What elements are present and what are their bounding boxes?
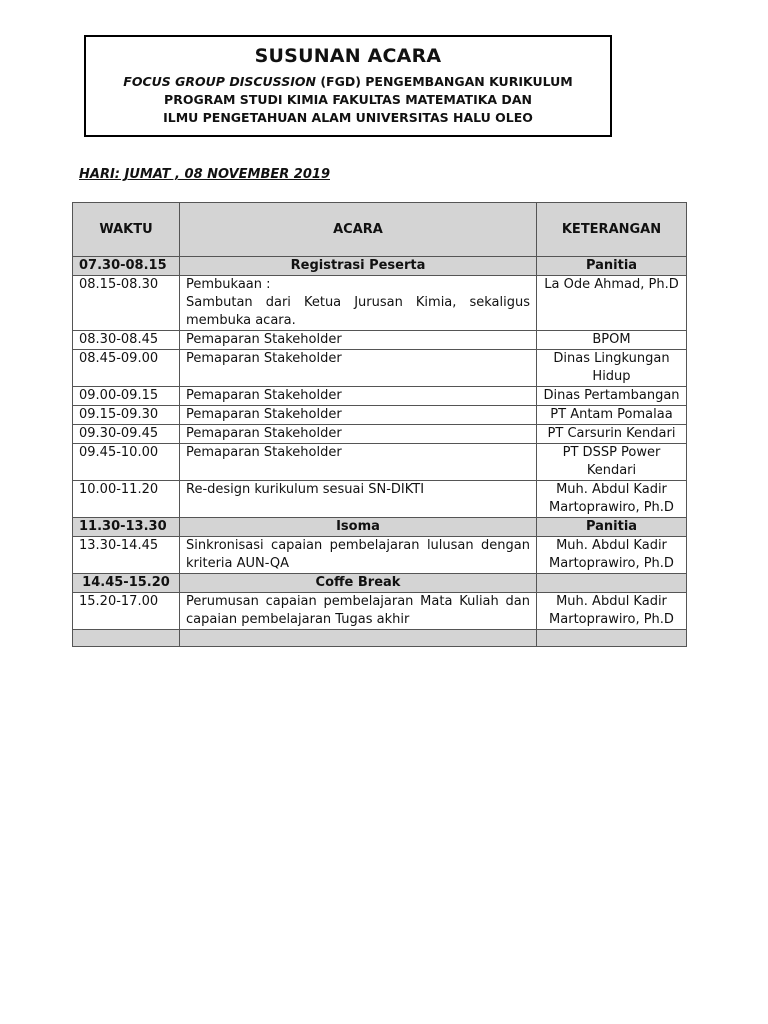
title-line-2: PROGRAM STUDI KIMIA FAKULTAS MATEMATIKA DAN bbox=[164, 92, 532, 107]
table-row bbox=[73, 518, 687, 537]
title-line-1-italic: FOCUS GROUP DISCUSSION bbox=[123, 74, 316, 89]
table-row bbox=[73, 574, 687, 593]
cell-keterangan: PT DSSP Power Kendari bbox=[537, 444, 687, 481]
cell-waktu: 15.20-17.00 bbox=[73, 593, 180, 630]
cell-waktu: 11.30-13.30 bbox=[73, 518, 180, 537]
cell-acara: Coffe Break bbox=[180, 574, 537, 593]
cell-acara: Isoma bbox=[180, 518, 537, 537]
cell-keterangan: PT Carsurin Kendari bbox=[537, 425, 687, 444]
cell-waktu: 09.30-09.45 bbox=[73, 425, 180, 444]
header-acara: ACARA bbox=[180, 203, 537, 257]
cell-waktu: 08.15-08.30 bbox=[73, 276, 180, 331]
cell-acara: Pemaparan Stakeholder bbox=[180, 406, 537, 425]
cell-keterangan: Panitia bbox=[537, 257, 687, 276]
cell-waktu: 10.00-11.20 bbox=[73, 481, 180, 518]
cell-keterangan: Dinas Lingkungan Hidup bbox=[537, 350, 687, 387]
cell-keterangan: Panitia bbox=[537, 518, 687, 537]
cell-keterangan: Dinas Pertambangan bbox=[537, 387, 687, 406]
cell-acara: Registrasi Peserta bbox=[180, 257, 537, 276]
cell-keterangan bbox=[537, 574, 687, 593]
cell-empty bbox=[180, 630, 537, 647]
cell-acara: Pemaparan Stakeholder bbox=[180, 444, 537, 481]
cell-acara-line-2: Sambutan dari Ketua Jurusan Kimia, sekaligus membuka acara. bbox=[186, 295, 530, 328]
cell-acara bbox=[180, 276, 537, 331]
table-row bbox=[73, 444, 687, 481]
table-row bbox=[73, 406, 687, 425]
cell-empty bbox=[537, 630, 687, 647]
cell-keterangan: Muh. Abdul Kadir Martoprawiro, Ph.D bbox=[537, 593, 687, 630]
cell-acara: Sinkronisasi capaian pembelajaran lulusan dengan kriteria AUN-QA bbox=[180, 537, 537, 574]
cell-waktu: 07.30-08.15 bbox=[73, 257, 180, 276]
cell-keterangan: BPOM bbox=[537, 331, 687, 350]
table-row bbox=[73, 481, 687, 518]
cell-waktu: 09.45-10.00 bbox=[73, 444, 180, 481]
table-row bbox=[73, 331, 687, 350]
cell-waktu: 09.00-09.15 bbox=[73, 387, 180, 406]
table-row-empty bbox=[73, 630, 687, 647]
cell-acara: Pemaparan Stakeholder bbox=[180, 331, 537, 350]
title-line-1 bbox=[86, 73, 610, 91]
document-title: SUSUNAN ACARA bbox=[254, 45, 442, 67]
cell-acara-line-1: Pembukaan : bbox=[186, 277, 271, 292]
cell-acara: Re-design kurikulum sesuai SN-DIKTI bbox=[180, 481, 537, 518]
table-row bbox=[73, 537, 687, 574]
table-row bbox=[73, 276, 687, 331]
cell-empty bbox=[73, 630, 180, 647]
agenda-table bbox=[72, 202, 687, 647]
cell-acara: Perumusan capaian pembelajaran Mata Kuliah dan capaian pembelajaran Tugas akhir bbox=[180, 593, 537, 630]
table-row bbox=[73, 593, 687, 630]
cell-keterangan: Muh. Abdul Kadir Martoprawiro, Ph.D bbox=[537, 481, 687, 518]
table-header-row bbox=[73, 203, 687, 257]
cell-acara: Pemaparan Stakeholder bbox=[180, 387, 537, 406]
cell-waktu: 08.30-08.45 bbox=[73, 331, 180, 350]
title-box bbox=[84, 35, 612, 137]
cell-keterangan: La Ode Ahmad, Ph.D bbox=[537, 276, 687, 331]
cell-keterangan: PT Antam Pomalaa bbox=[537, 406, 687, 425]
table-row bbox=[73, 350, 687, 387]
table-row bbox=[73, 387, 687, 406]
cell-keterangan: Muh. Abdul Kadir Martoprawiro, Ph.D bbox=[537, 537, 687, 574]
header-waktu: WAKTU bbox=[73, 203, 180, 257]
cell-waktu: 13.30-14.45 bbox=[73, 537, 180, 574]
date-heading: HARI: JUMAT , 08 NOVEMBER 2019 bbox=[79, 167, 330, 182]
cell-waktu: 09.15-09.30 bbox=[73, 406, 180, 425]
cell-acara: Pemaparan Stakeholder bbox=[180, 350, 537, 387]
cell-acara: Pemaparan Stakeholder bbox=[180, 425, 537, 444]
cell-waktu: 08.45-09.00 bbox=[73, 350, 180, 387]
table-row bbox=[73, 257, 687, 276]
cell-waktu: 14.45-15.20 bbox=[73, 574, 180, 593]
table-row bbox=[73, 425, 687, 444]
title-line-1-rest: (FGD) PENGEMBANGAN KURIKULUM bbox=[315, 74, 573, 89]
header-keterangan: KETERANGAN bbox=[537, 203, 687, 257]
title-line-3: ILMU PENGETAHUAN ALAM UNIVERSITAS HALU OLEO bbox=[163, 110, 533, 125]
